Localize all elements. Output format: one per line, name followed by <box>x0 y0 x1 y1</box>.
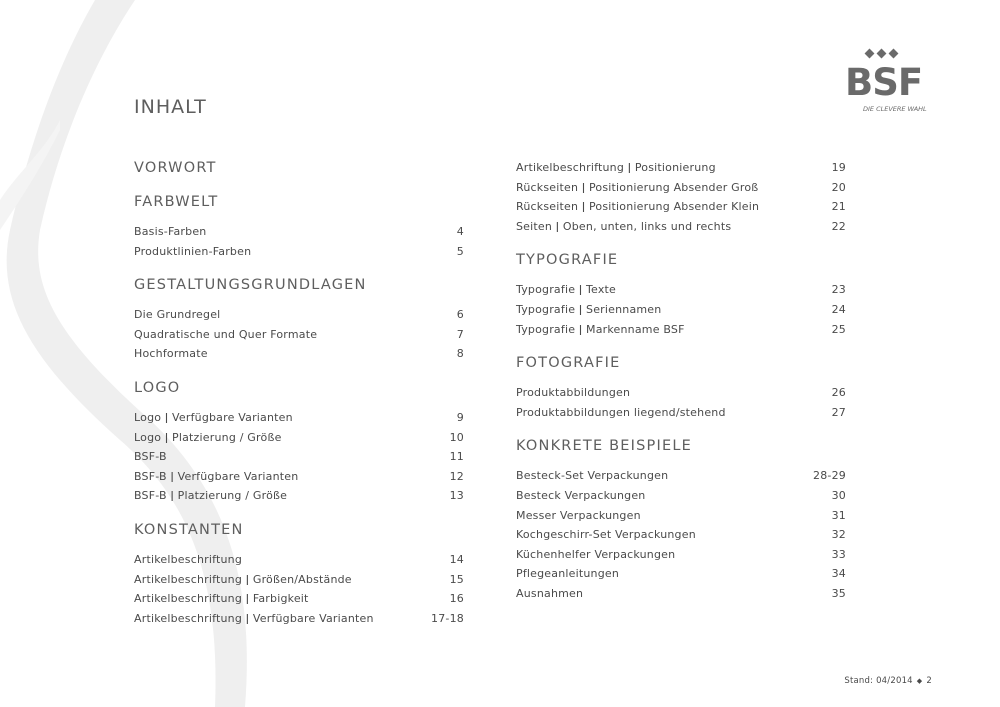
toc-entry[interactable] <box>516 466 846 486</box>
toc-entry-page-number: 11 <box>449 450 464 464</box>
toc-entry-label: Kochgeschirr-Set Verpackungen <box>516 528 696 542</box>
toc-entry[interactable] <box>134 570 464 590</box>
page-footer <box>844 676 932 686</box>
toc-entry-page-number: 6 <box>456 308 464 322</box>
toc-entry-page-number: 4 <box>456 225 464 238</box>
toc-entry-page-number: 5 <box>456 244 464 258</box>
toc-entry-label: Logo ǀ Platzierung / Größe <box>134 430 282 444</box>
toc-entry[interactable] <box>516 486 846 506</box>
toc-entry[interactable] <box>516 564 846 584</box>
toc-entry-label: Hochformate <box>134 347 208 361</box>
toc-entry[interactable] <box>516 403 846 423</box>
toc-entry[interactable] <box>134 486 464 506</box>
page-title: INHALT <box>134 96 207 118</box>
toc-entry[interactable] <box>134 467 464 487</box>
toc-entry-page-number: 25 <box>831 322 846 336</box>
toc-entry-page-number: 14 <box>449 552 464 566</box>
toc-entry-label: BSF-B ǀ Verfügbare Varianten <box>134 469 299 483</box>
toc-section <box>516 158 846 236</box>
toc-entry-page-number: 30 <box>831 488 846 502</box>
toc-entry-label: Seiten ǀ Oben, unten, links und rechts <box>516 219 732 233</box>
toc-entry[interactable] <box>516 280 846 300</box>
toc-entry[interactable] <box>516 506 846 526</box>
toc-entry[interactable] <box>134 550 464 570</box>
toc-entry-page-number: 23 <box>831 283 846 297</box>
toc-entry-label: Produktabbildungen liegend/stehend <box>516 405 726 419</box>
toc-entry-page-number: 28-29 <box>813 469 846 483</box>
toc-entry[interactable] <box>516 217 846 237</box>
toc-entry-label: Artikelbeschriftung ǀ Farbigkeit <box>134 592 309 606</box>
toc-entry[interactable] <box>516 383 846 403</box>
toc-entry-label: Typografie ǀ Seriennamen <box>516 302 662 316</box>
toc-entry-label: Typografie ǀ Texte <box>516 283 617 297</box>
toc-entry-page-number: 13 <box>449 489 464 503</box>
diamond-icon: ◆ <box>916 677 923 685</box>
toc-entry-label: Produktlinien-Farben <box>134 244 252 258</box>
toc-entry-label: Küchenhelfer Verpackungen <box>516 547 676 561</box>
toc-entry-page-number: 10 <box>449 430 464 444</box>
toc-entry-page-number: 19 <box>831 161 846 174</box>
bsf-logo <box>843 48 935 114</box>
toc-entry-label: BSF-B ǀ Platzierung / Größe <box>134 489 288 503</box>
toc-entry-page-number: 22 <box>831 219 846 233</box>
logo-tagline: DIE CLEVERE WAHL <box>863 105 927 113</box>
toc-left-column <box>134 158 464 642</box>
toc-entry-label: Besteck-Set Verpackungen <box>516 469 669 483</box>
toc-section <box>516 250 846 339</box>
toc-entry-label: Die Grundregel <box>134 308 221 322</box>
toc-entry-label: Logo ǀ Verfügbare Varianten <box>134 410 293 424</box>
toc-section <box>516 436 846 603</box>
toc-entry[interactable] <box>134 428 464 448</box>
toc-entry-label: Artikelbeschriftung <box>134 552 243 566</box>
toc-entry[interactable] <box>134 609 464 629</box>
toc-entry-label: Ausnahmen <box>516 586 584 600</box>
toc-entry[interactable] <box>516 178 846 198</box>
toc-entry-label: Quadratische und Quer Formate <box>134 327 318 341</box>
toc-entry-page-number: 21 <box>831 200 846 214</box>
toc-entry[interactable] <box>134 222 464 242</box>
toc-entry-page-number: 32 <box>831 528 846 542</box>
toc-entry-label: Rückseiten ǀ Positionierung Absender Klein <box>516 200 760 214</box>
toc-entry-page-number: 24 <box>831 302 846 316</box>
toc-entry-page-number: 8 <box>456 347 464 361</box>
toc-entry-page-number: 35 <box>831 586 846 600</box>
toc-section-title: VORWORT <box>134 160 217 176</box>
toc-entry[interactable] <box>516 545 846 565</box>
toc-section-title: KONSTANTEN <box>134 521 244 538</box>
toc-section-title: LOGO <box>134 379 181 396</box>
toc-entry-page-number: 34 <box>831 567 846 581</box>
toc-right-column <box>516 158 846 618</box>
toc-entry-page-number: 20 <box>831 180 846 194</box>
toc-section <box>134 192 464 261</box>
footer-page-number: 2 <box>926 676 932 686</box>
toc-entry[interactable] <box>134 344 464 364</box>
toc-entry-page-number: 9 <box>456 410 464 424</box>
toc-entry-page-number: 15 <box>449 572 464 586</box>
logo-wordmark: BSF <box>845 61 923 104</box>
toc-entry-label: Rückseiten ǀ Positionierung Absender Groß <box>516 180 759 194</box>
toc-section <box>134 520 464 628</box>
toc-entry[interactable] <box>134 447 464 467</box>
toc-entry-label: BSF-B <box>134 450 167 464</box>
toc-entry-page-number: 33 <box>831 547 846 561</box>
toc-entry[interactable] <box>516 158 846 178</box>
toc-entry-label: Besteck Verpackungen <box>516 488 646 502</box>
toc-entry-label: Typografie ǀ Markenname BSF <box>516 322 685 336</box>
toc-section <box>516 353 846 422</box>
toc-section <box>134 158 464 178</box>
toc-entry-label: Artikelbeschriftung ǀ Größen/Abstände <box>134 572 352 586</box>
toc-entry-page-number: 26 <box>831 386 846 400</box>
toc-entry[interactable] <box>134 325 464 345</box>
footer-stand-date: Stand: 04/2014 <box>844 676 913 686</box>
toc-entry-label: Produktabbildungen <box>516 386 631 400</box>
toc-section-title: GESTALTUNGSGRUNDLAGEN <box>134 277 367 294</box>
toc-section-title: TYPOGRAFIE <box>516 252 619 269</box>
toc-entry-page-number: 17-18 <box>431 611 464 625</box>
toc-section-title: FARBWELT <box>134 194 219 210</box>
toc-entry-page-number: 12 <box>449 469 464 483</box>
toc-entry[interactable] <box>516 300 846 320</box>
toc-entry-page-number: 27 <box>831 405 846 419</box>
toc-entry[interactable] <box>134 408 464 428</box>
toc-entry-label: Messer Verpackungen <box>516 508 641 522</box>
toc-entry[interactable] <box>134 242 464 262</box>
toc-entry[interactable] <box>134 589 464 609</box>
toc-section <box>134 378 464 506</box>
toc-entry-label: Artikelbeschriftung ǀ Positionierung <box>516 161 716 174</box>
toc-entry-label: Basis-Farben <box>134 225 207 238</box>
toc-section-title: FOTOGRAFIE <box>516 355 621 372</box>
toc-entry-page-number: 31 <box>831 508 846 522</box>
toc-entry[interactable] <box>516 525 846 545</box>
toc-entry-page-number: 16 <box>449 592 464 606</box>
toc-entry[interactable] <box>516 197 846 217</box>
toc-entry[interactable] <box>516 584 846 604</box>
toc-entry[interactable] <box>516 320 846 340</box>
toc-section-title: KONKRETE BEISPIELE <box>516 438 692 455</box>
toc-entry-label: Artikelbeschriftung ǀ Verfügbare Varianten <box>134 611 374 625</box>
toc-section <box>134 275 464 364</box>
toc-entry-label: Pflegeanleitungen <box>516 567 620 581</box>
toc-entry[interactable] <box>134 305 464 325</box>
toc-entry-page-number: 7 <box>456 327 464 341</box>
